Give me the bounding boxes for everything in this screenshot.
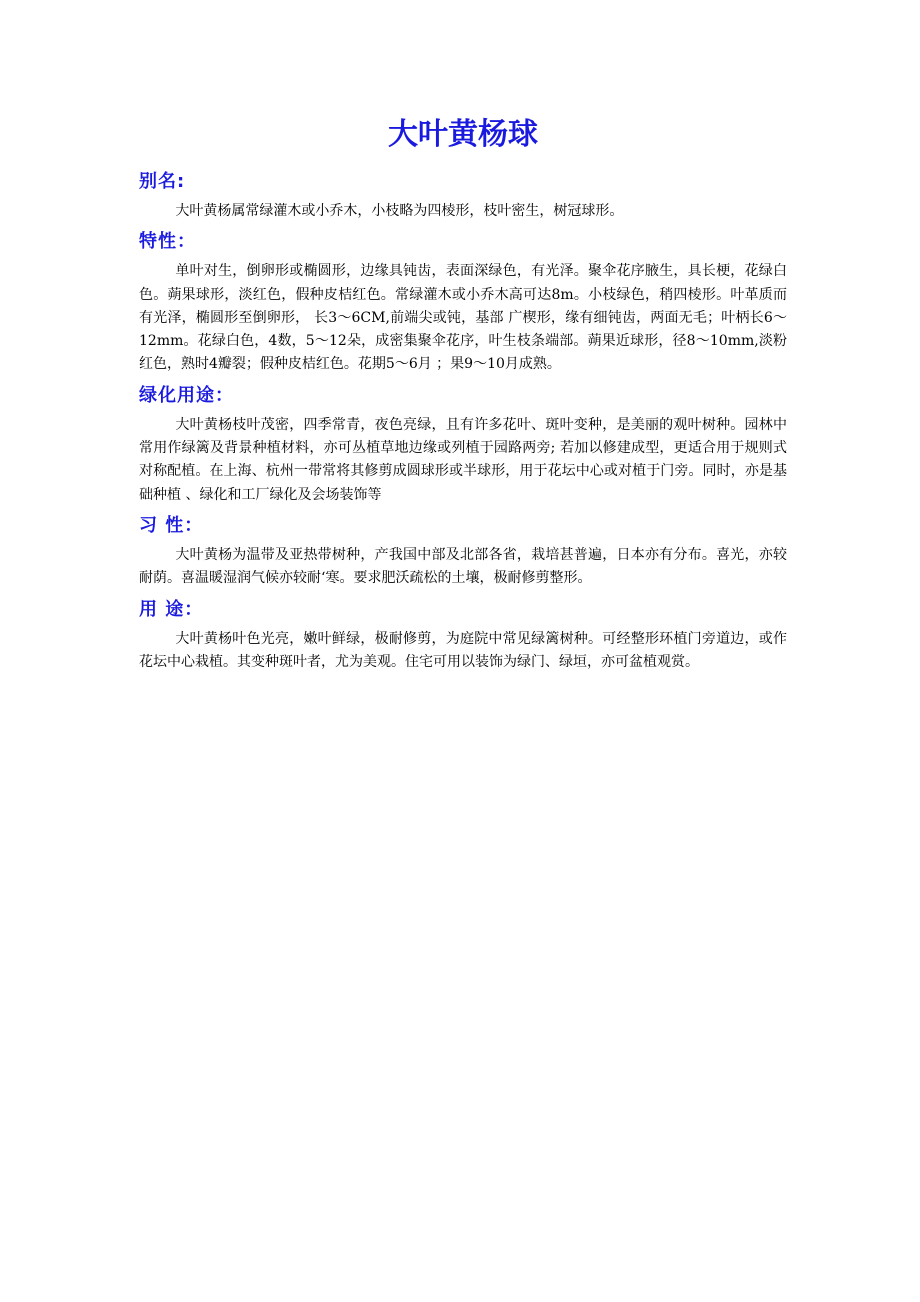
section-characteristics: [139, 228, 787, 376]
section-body-habits: 大叶黄杨为温带及亚热带树种，产我国中部及北部各省，栽培甚普遍，日本亦有分布。喜光，亦较耐荫。喜温暖湿润气候亦较耐‘寒。要求肥沃疏松的土壤，极耐修剪整形。: [139, 546, 787, 587]
section-uses: [139, 596, 787, 675]
section-body-greening-use: 大叶黄杨枝叶茂密，四季常青，夜色亮绿，且有许多花叶、斑叶变种，是美丽的观叶树种。园林中常用作绿篱及背景种植材料，亦可丛植草地边缘或列植于园路两旁; 若加以修建成型，更适合用于规则式对称配植。在上海、杭州一带常将其修剪成圆球形或半球形，用于花坛中心或对植于门旁。同时，亦是基础种植 、绿化和工厂绿化及会场装饰等: [139, 416, 787, 503]
section-greening-use: [139, 382, 787, 507]
section-heading-alias: 别名:: [139, 171, 186, 192]
section-heading-characteristics: 特性：: [139, 231, 196, 253]
section-body-alias: 大叶黄杨属常绿灌木或小乔木，小枝略为四棱形，枝叶密生，树冠球形。: [175, 203, 624, 219]
section-habits: [139, 512, 787, 591]
section-heading-uses: 用 途：: [139, 598, 204, 620]
section-heading-habits: 习 性：: [139, 514, 204, 536]
section-heading-greening-use: 绿化用途：: [139, 384, 234, 406]
document-title: 大叶黄杨球: [388, 117, 538, 152]
document-page: [139, 112, 787, 679]
section-body-uses: 大叶黄杨叶色光亮，嫩叶鲜绿，极耐修剪，为庭院中常见绿篱树种。可经整形环植门旁道边，或作花坛中心栽植。其变种斑叶者，尤为美观。住宅可用以装饰为绿门、绿垣，亦可盆植观赏。: [139, 630, 787, 670]
section-alias: [139, 168, 787, 223]
section-body-characteristics: 单叶对生，倒卵形或椭圆形，边缘具钝齿，表面深绿色，有光泽。聚伞花序腋生，具长梗，花绿白色。蒴果球形，淡红色，假种皮桔红色。常绿灌木或小乔木高可达8m。小枝绿色，稍四棱形。叶革质而有光泽，椭圆形至倒卵形， 长3～6CM,前端尖或钝，基部 广楔形，缘有细钝齿，两面无毛；叶柄长6～12mm。花绿白色，4数，5～12朵，成密集聚伞花序，叶生枝条端部。蒴果近球形，径8～10mm,淡粉红色，熟时4瓣裂；假种皮桔红色。花期5～6月 ；果9～10月成熟。: [139, 263, 787, 373]
